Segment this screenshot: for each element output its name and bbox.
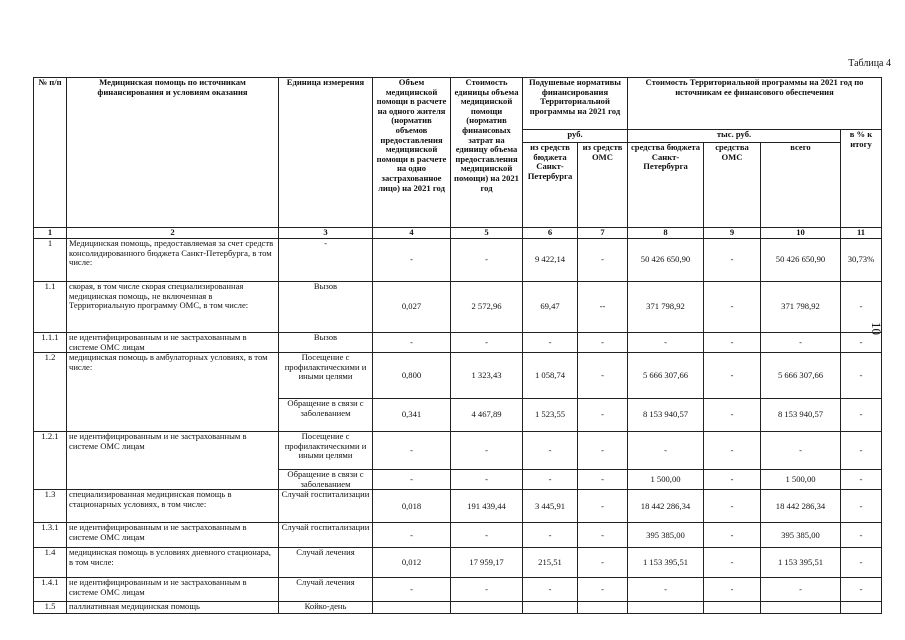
oms-funds-cell: -: [704, 282, 761, 333]
row-index: 1.4: [34, 548, 67, 578]
row-description: скорая, в том числе скорая специализированная медицинская помощь, не включенная в Территориальную программу ОМС, в том числе:: [67, 282, 279, 333]
oms-funds-cell: -: [704, 353, 761, 399]
page-number: 10: [869, 322, 884, 335]
oms-funds-cell: -: [704, 578, 761, 602]
column-number-row: [34, 228, 882, 239]
column-number: 5: [451, 228, 523, 239]
per-capita-budget-cell: 1 058,74: [523, 353, 578, 399]
per-capita-oms-cell: -: [578, 523, 628, 548]
column-number: 9: [704, 228, 761, 239]
total-cell: [761, 602, 841, 614]
budget-funds-cell: 50 426 650,90: [628, 239, 704, 282]
unit-cost-cell: -: [451, 333, 523, 353]
row-description: Медицинская помощь, предоставляемая за счет средств консолидированного бюджета Санкт-Петербурга, в том числе:: [67, 239, 279, 282]
unit-cell: Обращение в связи с заболеванием: [279, 399, 373, 432]
unit-cost-cell: -: [451, 470, 523, 490]
budget-funds-cell: -: [628, 432, 704, 470]
unit-cell: Койко-день: [279, 602, 373, 614]
per-capita-oms-cell: --: [578, 282, 628, 333]
volume-cell: 0,341: [373, 399, 451, 432]
percent-cell: -: [841, 548, 882, 578]
header-rub: руб.: [523, 130, 628, 143]
oms-funds-cell: -: [704, 239, 761, 282]
per-capita-budget-cell: 1 523,55: [523, 399, 578, 432]
table-row: [34, 333, 882, 353]
unit-cell: Вызов: [279, 282, 373, 333]
unit-cost-cell: 191 439,44: [451, 490, 523, 523]
column-number: 10: [761, 228, 841, 239]
per-capita-oms-cell: -: [578, 490, 628, 523]
percent-cell: -: [841, 353, 882, 399]
per-capita-oms-cell: -: [578, 578, 628, 602]
header-program-cost: Стоимость Территориальной программы на 2021 год по источникам ее финансового обеспечения: [628, 78, 882, 130]
unit-cost-cell: 2 572,96: [451, 282, 523, 333]
header-thous-rub: тыс. руб.: [628, 130, 841, 143]
header-oms-funds: средства ОМС: [704, 143, 761, 228]
table-row: [34, 432, 882, 470]
unit-cost-cell: -: [451, 432, 523, 470]
volume-cell: -: [373, 333, 451, 353]
unit-cell: -: [279, 239, 373, 282]
table-row: [34, 578, 882, 602]
column-number: 2: [67, 228, 279, 239]
budget-table: [33, 77, 882, 614]
row-index: 1.1.1: [34, 333, 67, 353]
volume-cell: -: [373, 470, 451, 490]
header-per-capita: Подушевые нормативы финансирования Территориальной программы на 2021 год: [523, 78, 628, 130]
budget-funds-cell: -: [628, 333, 704, 353]
per-capita-oms-cell: -: [578, 548, 628, 578]
oms-funds-cell: -: [704, 399, 761, 432]
oms-funds-cell: -: [704, 333, 761, 353]
budget-funds-cell: 1 500,00: [628, 470, 704, 490]
total-cell: -: [761, 333, 841, 353]
volume-cell: 0,027: [373, 282, 451, 333]
table-row: [34, 282, 882, 333]
column-number: 8: [628, 228, 704, 239]
table-row: [34, 490, 882, 523]
volume-cell: -: [373, 239, 451, 282]
unit-cost-cell: -: [451, 239, 523, 282]
total-cell: 5 666 307,66: [761, 353, 841, 399]
per-capita-oms-cell: -: [578, 432, 628, 470]
table-row: [34, 523, 882, 548]
per-capita-budget-cell: -: [523, 333, 578, 353]
column-number: 6: [523, 228, 578, 239]
total-cell: 1 153 395,51: [761, 548, 841, 578]
percent-cell: -: [841, 490, 882, 523]
unit-cell: Случай лечения: [279, 578, 373, 602]
table-row: [34, 239, 882, 282]
unit-cost-cell: [451, 602, 523, 614]
row-description: медицинская помощь в условиях дневного стационара, в том числе:: [67, 548, 279, 578]
row-index: 1.3.1: [34, 523, 67, 548]
unit-cell: Посещение с профилактическими и иными целями: [279, 432, 373, 470]
oms-funds-cell: -: [704, 548, 761, 578]
percent-cell: -: [841, 333, 882, 353]
volume-cell: 0,800: [373, 353, 451, 399]
unit-cost-cell: 17 959,17: [451, 548, 523, 578]
row-index: 1.1: [34, 282, 67, 333]
total-cell: 18 442 286,34: [761, 490, 841, 523]
oms-funds-cell: -: [704, 432, 761, 470]
unit-cost-cell: 1 323,43: [451, 353, 523, 399]
header-unit-cost: Стоимость единицы объема медицинской помощи (норматив финансовых затрат на единицу объема предоставления медицинской помощи) на 2021 год: [451, 78, 523, 228]
header-index: № п/п: [34, 78, 67, 228]
per-capita-oms-cell: -: [578, 399, 628, 432]
row-index: 1.3: [34, 490, 67, 523]
per-capita-oms-cell: [578, 602, 628, 614]
percent-cell: -: [841, 432, 882, 470]
table-caption: Таблица 4: [848, 58, 891, 69]
row-index: 1.2: [34, 353, 67, 432]
volume-cell: 0,018: [373, 490, 451, 523]
per-capita-budget-cell: 9 422,14: [523, 239, 578, 282]
header-budget-per-capita: из средств бюджета Санкт-Петербурга: [523, 143, 578, 228]
unit-cell: Вызов: [279, 333, 373, 353]
per-capita-budget-cell: 215,51: [523, 548, 578, 578]
per-capita-oms-cell: -: [578, 353, 628, 399]
budget-funds-cell: 1 153 395,51: [628, 548, 704, 578]
per-capita-budget-cell: [523, 602, 578, 614]
row-description: медицинская помощь в амбулаторных условиях, в том числе:: [67, 353, 279, 432]
per-capita-budget-cell: -: [523, 432, 578, 470]
total-cell: 371 798,92: [761, 282, 841, 333]
table-row: [34, 602, 882, 614]
total-cell: 395 385,00: [761, 523, 841, 548]
unit-cell: Посещение с профилактическими и иными целями: [279, 353, 373, 399]
unit-cell: Случай госпитализации: [279, 490, 373, 523]
percent-cell: -: [841, 578, 882, 602]
header-total: всего: [761, 143, 841, 228]
header-volume: Объем медицинской помощи в расчете на одного жителя (норматив объемов предоставления медицинской помощи в расчете на одно застрахованное лицо) на 2021 год: [373, 78, 451, 228]
budget-funds-cell: 18 442 286,34: [628, 490, 704, 523]
header-care-type: Медицинская помощь по источникам финансирования и условиям оказания: [67, 78, 279, 228]
row-index: 1: [34, 239, 67, 282]
header-oms-per-capita: из средств ОМС: [578, 143, 628, 228]
volume-cell: -: [373, 432, 451, 470]
column-number: 3: [279, 228, 373, 239]
volume-cell: -: [373, 578, 451, 602]
oms-funds-cell: [704, 602, 761, 614]
budget-funds-cell: -: [628, 578, 704, 602]
percent-cell: -: [841, 399, 882, 432]
row-description: не идентифицированным и не застрахованным в системе ОМС лицам: [67, 578, 279, 602]
table-row: [34, 353, 882, 399]
oms-funds-cell: -: [704, 523, 761, 548]
row-index: 1.2.1: [34, 432, 67, 490]
per-capita-budget-cell: -: [523, 578, 578, 602]
unit-cell: Обращение в связи с заболеванием: [279, 470, 373, 490]
total-cell: -: [761, 432, 841, 470]
column-number: 1: [34, 228, 67, 239]
oms-funds-cell: -: [704, 470, 761, 490]
total-cell: 50 426 650,90: [761, 239, 841, 282]
per-capita-budget-cell: 69,47: [523, 282, 578, 333]
column-number: 4: [373, 228, 451, 239]
percent-cell: 30,73%: [841, 239, 882, 282]
table-row: [34, 548, 882, 578]
per-capita-budget-cell: -: [523, 470, 578, 490]
row-index: 1.5: [34, 602, 67, 614]
percent-cell: [841, 602, 882, 614]
volume-cell: [373, 602, 451, 614]
row-description: паллиативная медицинская помощь: [67, 602, 279, 614]
per-capita-oms-cell: -: [578, 470, 628, 490]
percent-cell: -: [841, 282, 882, 333]
header-percent: в % к итогу: [841, 130, 882, 228]
row-description: специализированная медицинская помощь в стационарных условиях, в том числе:: [67, 490, 279, 523]
oms-funds-cell: -: [704, 490, 761, 523]
total-cell: -: [761, 578, 841, 602]
row-index: 1.4.1: [34, 578, 67, 602]
header-budget-funds: средства бюджета Санкт-Петербурга: [628, 143, 704, 228]
per-capita-oms-cell: -: [578, 239, 628, 282]
unit-cell: Случай лечения: [279, 548, 373, 578]
budget-funds-cell: 371 798,92: [628, 282, 704, 333]
unit-cost-cell: -: [451, 578, 523, 602]
per-capita-oms-cell: -: [578, 333, 628, 353]
unit-cost-cell: 4 467,89: [451, 399, 523, 432]
unit-cell: Случай госпитализации: [279, 523, 373, 548]
percent-cell: -: [841, 523, 882, 548]
header-unit: Единица измерения: [279, 78, 373, 228]
budget-funds-cell: 395 385,00: [628, 523, 704, 548]
volume-cell: -: [373, 523, 451, 548]
column-number: 11: [841, 228, 882, 239]
total-cell: 1 500,00: [761, 470, 841, 490]
row-description: не идентифицированным и не застрахованным в системе ОМС лицам: [67, 333, 279, 353]
budget-funds-cell: 8 153 940,57: [628, 399, 704, 432]
per-capita-budget-cell: -: [523, 523, 578, 548]
unit-cost-cell: -: [451, 523, 523, 548]
budget-funds-cell: 5 666 307,66: [628, 353, 704, 399]
per-capita-budget-cell: 3 445,91: [523, 490, 578, 523]
row-description: не идентифицированным и не застрахованным в системе ОМС лицам: [67, 523, 279, 548]
total-cell: 8 153 940,57: [761, 399, 841, 432]
percent-cell: -: [841, 470, 882, 490]
column-number: 7: [578, 228, 628, 239]
budget-funds-cell: [628, 602, 704, 614]
volume-cell: 0,012: [373, 548, 451, 578]
row-description: не идентифицированным и не застрахованным в системе ОМС лицам: [67, 432, 279, 490]
